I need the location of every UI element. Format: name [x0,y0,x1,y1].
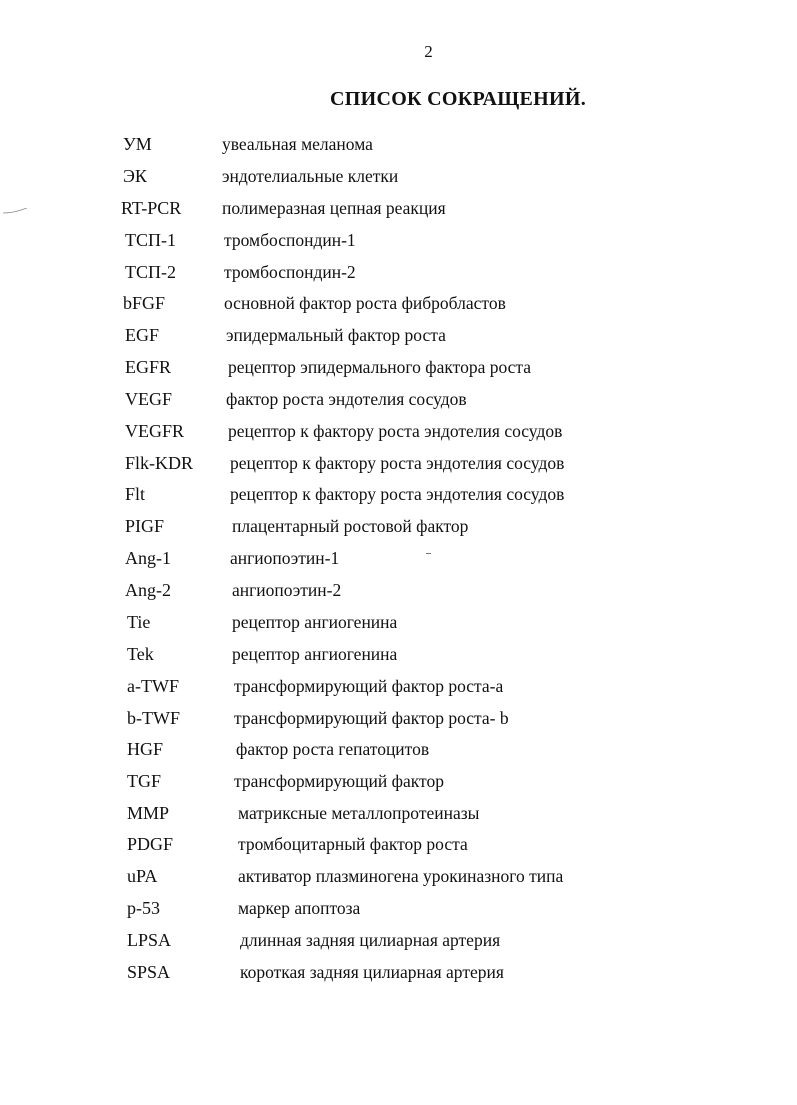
abbreviation-definition: трансформирующий фактор [234,771,444,791]
abbreviation-term: HGF [127,739,164,759]
abbreviation-term: Ang-1 [125,548,171,568]
abbreviation-definition: ангиопоэтин-2 [232,580,342,600]
abbreviation-definition: рецептор ангиогенина [232,612,398,632]
abbreviation-definition: основной фактор роста фибробластов [224,293,506,313]
abbreviation-term: SPSA [127,962,171,982]
abbreviation-definition: маркер апоптоза [238,898,361,918]
abbreviation-definition: рецептор ангиогенина [232,644,398,664]
abbreviation-definition: фактор роста гепатоцитов [236,739,430,759]
abbreviation-term: Flk-KDR [125,453,194,473]
abbreviation-row [0,548,797,574]
abbreviation-term: VEGFR [125,421,185,441]
abbreviation-row [0,834,797,860]
abbreviation-row [0,484,797,510]
abbreviation-row [0,230,797,256]
abbreviation-term: УМ [123,134,152,154]
abbreviation-term: TGF [127,771,162,791]
abbreviation-term: RT-PCR [121,198,182,218]
abbreviation-definition: тромбоспондин-1 [224,230,356,250]
abbreviation-definition: эпидермальный фактор роста [226,325,446,345]
abbreviation-term: VEGF [125,389,173,409]
abbreviation-definition: матриксные металлопротеиназы [238,803,480,823]
abbreviation-row [0,134,797,160]
abbreviation-term: EGFR [125,357,172,377]
abbreviation-definition: тромбоспондин-2 [224,262,356,282]
abbreviation-definition: увеальная меланома [222,134,373,154]
abbreviation-row [0,771,797,797]
abbreviation-definition: рецептор к фактору роста эндотелия сосудов [230,484,565,504]
abbreviation-row [0,612,797,638]
page-number: 2 [424,42,433,61]
abbreviation-definition: рецептор эпидермального фактора роста [228,357,532,377]
abbreviation-term: Tek [127,644,154,664]
abbreviation-term: PDGF [127,834,174,854]
abbreviation-row [0,930,797,956]
page-title: СПИСОК СОКРАЩЕНИЙ. [330,88,587,110]
abbreviation-row [0,676,797,702]
abbreviation-definition: тромбоцитарный фактор роста [238,834,468,854]
abbreviation-row [0,453,797,479]
abbreviation-definition: рецептор к фактору роста эндотелия сосудов [230,453,565,473]
abbreviation-term: a-TWF [127,676,179,696]
abbreviation-definition: эндотелиальные клетки [222,166,399,186]
abbreviation-row [0,325,797,351]
abbreviation-term: PIGF [125,516,165,536]
abbreviation-row [0,866,797,892]
abbreviation-definition: трансформирующий фактор роста-а [234,676,504,696]
abbreviation-term: ТСП-1 [125,230,176,250]
abbreviation-row [0,898,797,924]
abbreviation-term: bFGF [123,293,166,313]
abbreviation-term: Ang-2 [125,580,171,600]
abbreviation-row [0,516,797,542]
abbreviation-row [0,357,797,383]
abbreviation-row [0,421,797,447]
abbreviation-definition: рецептор к фактору роста эндотелия сосудов [228,421,563,441]
abbreviation-term: uPA [127,866,158,886]
abbreviation-term: Flt [125,484,146,504]
abbreviation-row [0,708,797,734]
abbreviation-definition: ангиопоэтин-1 [230,548,340,568]
abbreviation-term: p-53 [127,898,160,918]
abbreviation-term: ЭК [123,166,147,186]
abbreviation-definition: активатор плазминогена урокиназного типа [238,866,564,886]
abbreviation-row [0,580,797,606]
abbreviation-term: LPSA [127,930,172,950]
abbreviation-term: MMP [127,803,170,823]
abbreviation-definition: короткая задняя цилиарная артерия [240,962,504,982]
abbreviation-row [0,262,797,288]
abbreviation-row [0,293,797,319]
abbreviation-term: Tie [127,612,151,632]
abbreviation-row [0,389,797,415]
abbreviation-row [0,644,797,670]
abbreviation-term: ТСП-2 [125,262,176,282]
abbreviation-row [0,198,797,224]
abbreviation-definition: фактор роста эндотелия сосудов [226,389,467,409]
abbreviation-definition: трансформирующий фактор роста- b [234,708,509,728]
abbreviation-term: b-TWF [127,708,180,728]
abbreviation-row [0,739,797,765]
abbreviation-row [0,166,797,192]
abbreviation-row [0,803,797,829]
abbreviation-row [0,962,797,988]
abbreviation-term: EGF [125,325,160,345]
abbreviation-definition: длинная задняя цилиарная артерия [240,930,501,950]
abbreviation-definition: плацентарный ростовой фактор [232,516,469,536]
abbreviation-definition: полимеразная цепная реакция [222,198,446,218]
